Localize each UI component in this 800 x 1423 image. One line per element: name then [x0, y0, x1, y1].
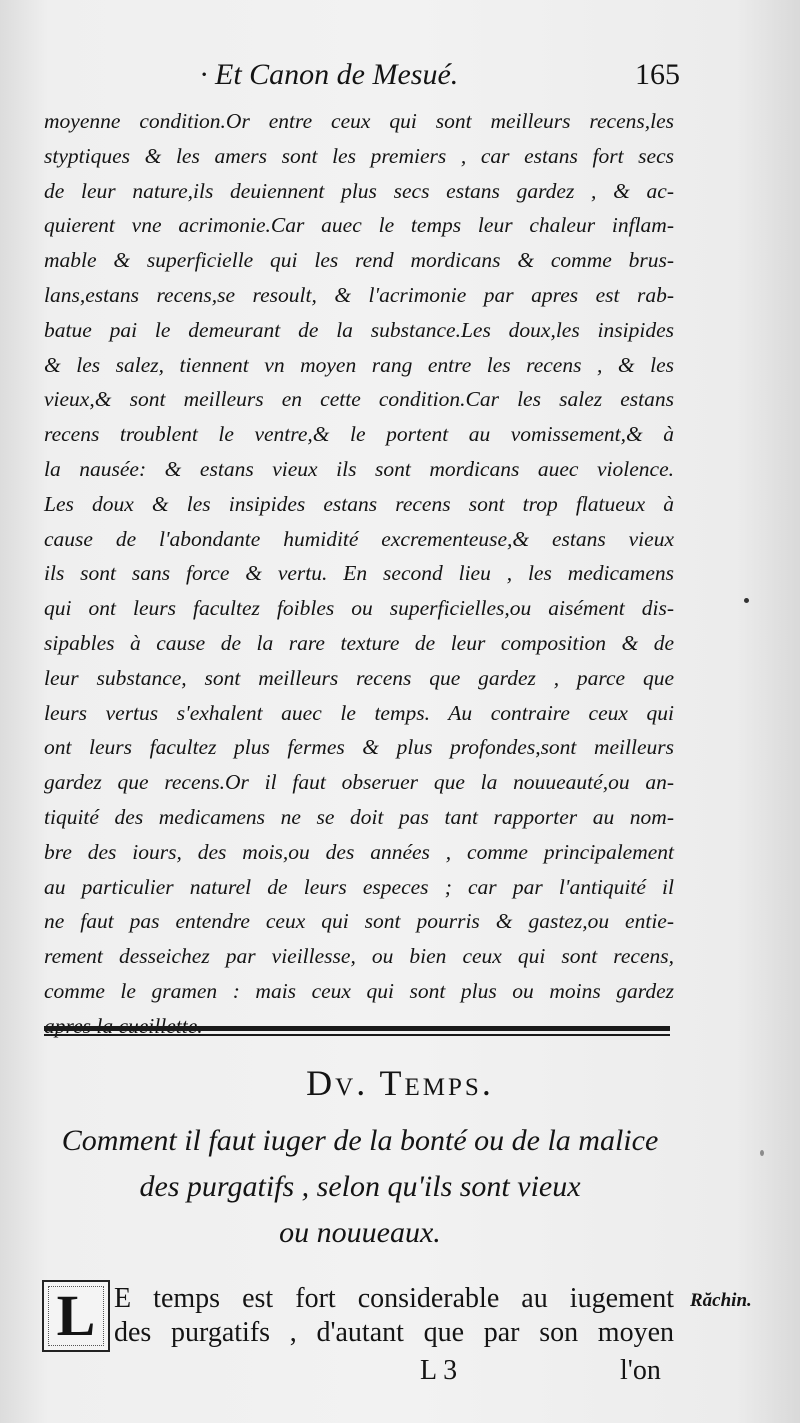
section-subtitle: [40, 1118, 680, 1256]
subtitle-line: ou nouueaux.: [279, 1216, 441, 1249]
text-line: quierent vne acrimonie.Car auec le temps leur chaleur inflam-: [44, 213, 674, 238]
text-line: ont leurs facultez plus fermes & plus profondes,sont meilleurs: [44, 735, 674, 760]
margin-note: Răchin.: [690, 1290, 752, 1311]
text-line: gardez que recens.Or il faut obseruer que la nouueauté,ou an-: [44, 770, 674, 795]
subtitle-line: Comment il faut iuger de la bonté ou de la malice: [61, 1124, 659, 1157]
text-line: Les doux & les insipides estans recens sont trop flatueux à: [44, 491, 674, 516]
text-line: tiquité des medicamens ne se doit pas tant rapporter au nom-: [44, 804, 674, 829]
text-line: qui ont leurs facultez foibles ou superficielles,ou aisément dis-: [44, 596, 674, 621]
text-line: ils sont sans force & vertu. En second lieu , les medicamens: [44, 561, 674, 586]
paper-speck: [744, 598, 749, 603]
text-line: vieux,& sont meilleurs en cette condition.Car les salez estans: [44, 387, 674, 412]
text-line: comme le gramen : mais ceux qui sont plus ou moins gardez: [44, 978, 674, 1003]
text-line: de leur nature,ils deuiennent plus secs estans gardez , & ac-: [44, 178, 674, 203]
text-line: sipables à cause de la rare texture de leur composition & de: [44, 630, 674, 655]
text-line: lans,estans recens,se resoult, & l'acrimonie par apres est rab-: [44, 282, 674, 307]
text-line: E temps est fort considerable au iugement: [114, 1283, 674, 1314]
running-title: · Et Canon de Mesué.: [200, 58, 459, 91]
text-line: leurs vertus s'exhalent auec le temps. Au contraire ceux qui: [44, 700, 674, 725]
signature-mark: L 3: [420, 1355, 458, 1386]
text-line: leur substance, sont meilleurs recens que gardez , parce que: [44, 665, 674, 690]
text-line: styptiques & les amers sont les premiers , car estans fort secs: [44, 143, 674, 168]
text-line: ne faut pas entendre ceux qui sont pourris & gastez,ou entie-: [44, 909, 674, 934]
text-line: mable & superficielle qui les rend mordicans & comme brus-: [44, 248, 674, 273]
body-text-roman: [114, 1282, 674, 1350]
section-rule-thick: [44, 1026, 670, 1031]
text-line: la nausée: & estans vieux ils sont mordicans auec violence.: [44, 456, 674, 481]
section-rule-thin: [44, 1034, 670, 1036]
body-text-italic: [44, 104, 674, 1044]
text-line: cause de l'abondante humidité excrementeuse,& estans vieux: [44, 526, 674, 551]
text-line: bre des iours, des mois,ou des années , comme principalement: [44, 839, 674, 864]
text-line: des purgatifs , d'autant que par son moyen: [114, 1317, 674, 1348]
paper-speck: [760, 1150, 764, 1156]
section-title: Dv. Temps.: [306, 1063, 494, 1103]
page-number: 165: [635, 58, 680, 91]
ornamental-drop-cap: L: [42, 1280, 110, 1352]
text-line: rement desseichez par vieillesse, ou bien ceux qui sont recens,: [44, 944, 674, 969]
text-line: au particulier naturel de leurs especes ; car par l'antiquité il: [44, 874, 674, 899]
catchword: l'on: [620, 1355, 661, 1386]
text-line: recens troublent le ventre,& le portent au vomissement,& à: [44, 422, 674, 447]
text-line: batue pai le demeurant de la substance.Les doux,les insipides: [44, 317, 674, 342]
text-line: & les salez, tiennent vn moyen rang entre les recens , & les: [44, 352, 674, 377]
text-line: moyenne condition.Or entre ceux qui sont meilleurs recens,les: [44, 109, 674, 133]
subtitle-line: des purgatifs , selon qu'ils sont vieux: [139, 1170, 581, 1203]
